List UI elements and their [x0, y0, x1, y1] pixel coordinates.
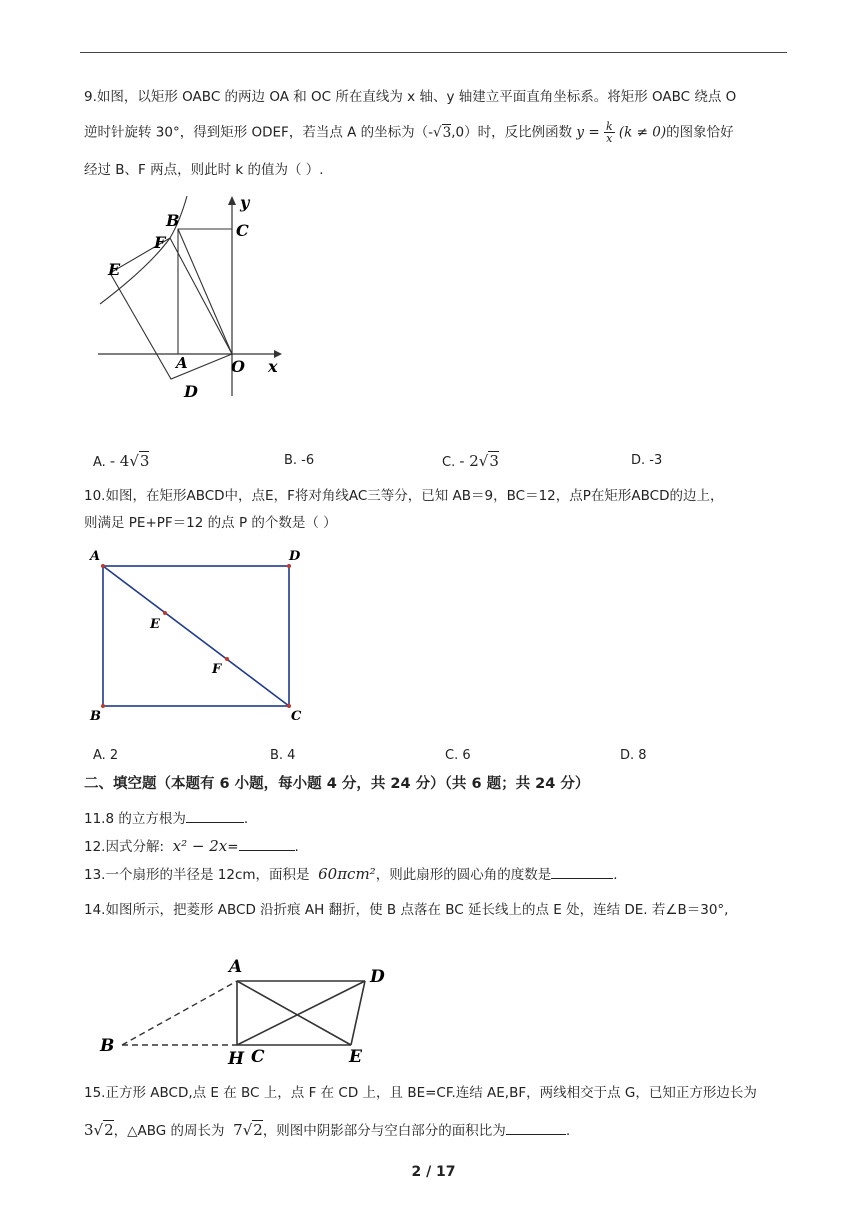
label-D: D [184, 382, 198, 401]
q15-line2: 3√2，△ABG 的周长为 7√2，则图中阴影部分与空白部分的面积比为 . [84, 1121, 571, 1139]
q10-option-b: B. 4 [270, 748, 296, 763]
label-O: O [231, 357, 245, 376]
q9-line2 [84, 121, 734, 144]
point-F [225, 657, 229, 661]
q12: 12.因式分解: x² − 2x= . [84, 837, 299, 855]
diagonal-ac [103, 566, 289, 706]
point-A [101, 564, 105, 568]
label-B: B [100, 1036, 115, 1056]
q9-option-a: A. - 4√3 [93, 452, 150, 470]
q9-figure [90, 186, 300, 406]
q10-line1: 10.如图，在矩形ABCD中，点E，F将对角线AC三等分，已知 AB＝9，BC＝12，点P在矩形ABCD的边上， [84, 488, 724, 504]
q9-line2-b: ,0）时，反比例函数 [451, 124, 573, 141]
q10-line2: 则满足 PE+PF＝12 的点 P 的个数是（ ） [84, 515, 337, 531]
label-E: E [150, 617, 160, 632]
point-B [101, 704, 105, 708]
q10-option-a: A. 2 [93, 748, 119, 763]
q9-line1: 9.如图，以矩形 OABC 的两边 OA 和 OC 所在直线为 x 轴、y 轴建立平面直角坐标系。将矩形 OABC 绕点 O [84, 89, 737, 105]
q9-line3: 经过 B、F 两点，则此时 k 的值为（ ）. [84, 162, 324, 178]
label-E: E [108, 260, 121, 279]
label-B: B [166, 211, 180, 230]
q9-line2-c: 的图象恰好 [666, 124, 734, 141]
label-A: A [229, 957, 243, 977]
page-number: 2 / 17 [411, 1164, 456, 1180]
point-D [287, 564, 291, 568]
section-2-title: 二、填空题（本题有 6 小题，每小题 4 分，共 24 分）（共 6 题；共 24 分） [84, 776, 590, 792]
q9-sqrt3: √3 [433, 124, 452, 141]
q9-func-frac: $\frac{k}{x}$ [605, 120, 613, 145]
header-rule [80, 52, 787, 53]
q10-option-d: D. 8 [620, 748, 647, 763]
point-E [163, 611, 167, 615]
q9-func-y: y = [576, 124, 600, 141]
q13: 13.一个扇形的半径是 12cm，面积是 60πcm²，则此扇形的圆心角的度数是 . [84, 865, 618, 883]
label-F: F [212, 662, 222, 677]
segment-hd [237, 981, 365, 1045]
label-A: A [176, 354, 188, 372]
y-arrow [228, 196, 236, 205]
q10-figure [84, 542, 314, 727]
q9-func-cond: (k ≠ 0) [618, 124, 667, 141]
q10-option-c: C. 6 [445, 748, 471, 763]
label-A: A [90, 549, 101, 564]
label-D: D [289, 549, 301, 564]
dashed-ab [122, 981, 237, 1045]
label-B: B [90, 709, 101, 724]
rect-odef [110, 238, 232, 379]
point-C [287, 704, 291, 708]
label-C: C [236, 221, 249, 240]
q14-figure [92, 950, 402, 1072]
label-x: x [268, 357, 278, 376]
q14-text: 14.如图所示，把菱形 ABCD 沿折痕 AH 翻折，使 B 点落在 BC 延长线上的点 E 处，连结 DE. 若∠B＝30°, [84, 902, 729, 918]
q15-line1: 15.正方形 ABCD,点 E 在 BC 上，点 F 在 CD 上，且 BE=CF.连结 AE,BF，两线相交于点 G，已知正方形边长为 [84, 1085, 757, 1101]
segment-ae [237, 981, 351, 1045]
label-E: E [349, 1047, 362, 1067]
segment-bo [178, 229, 232, 354]
q9-option-d: D. -3 [631, 453, 663, 468]
q9-option-b: B. -6 [284, 453, 315, 468]
q11: 11.8 的立方根为 . [84, 811, 249, 827]
q9-line2-a: 逆时针旋转 30°，得到矩形 ODEF，若当点 A 的坐标为（- [84, 124, 434, 141]
label-C: C [251, 1047, 265, 1067]
label-D: D [370, 967, 385, 987]
q9-option-c: C. - 2√3 [442, 452, 499, 470]
label-y: y [240, 193, 250, 212]
label-H: H [228, 1049, 245, 1069]
label-C: C [291, 709, 302, 724]
segment-de [351, 981, 365, 1045]
label-F: F [154, 233, 166, 252]
